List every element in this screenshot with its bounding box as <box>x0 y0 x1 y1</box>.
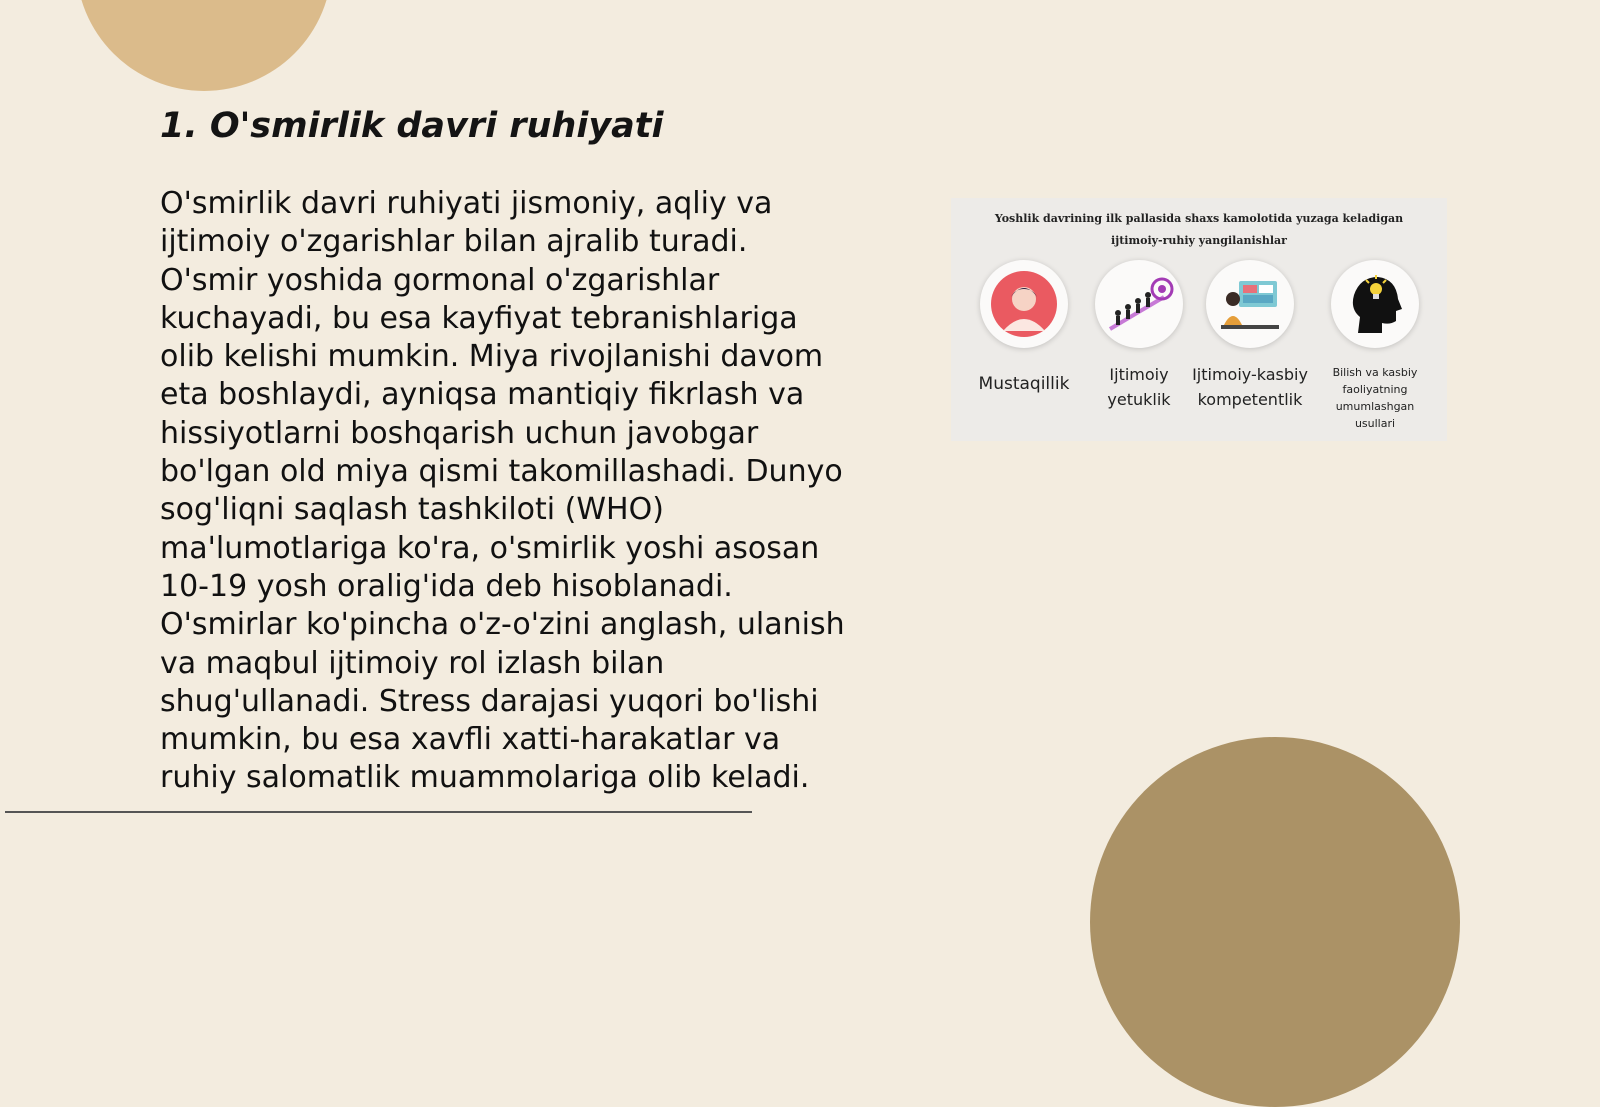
decorative-circle-top <box>76 0 332 91</box>
infographic-item-kompetentlik <box>1190 260 1310 412</box>
infographic-item-mustaqillik <box>964 260 1084 397</box>
slide-body-text: O'smirlik davri ruhiyati jismoniy, aqliy va ijtimoiy o'zgarishlar bilan ajralib turadi. O'smir yoshida gormonal o'zgarishlar kuchayadi, bu esa kayfiyat tebranishlariga olib kelishi mumkin. Miya rivojlanishi davom eta boshlaydi, ayniqsa mantiqiy fikrlash va hissiyotlarni boshqarish uchun javobgar bo'lgan old miya qismi takomillashadi. Dunyo sog'liqni saqlash tashkiloti (WHO) ma'lumotlariga ko'ra, o'smirlik yoshi asosan 10-19 yosh oralig'ida deb hisoblanadi. O'smirlar ko'pincha o'z-o'zini anglash, ulanish va maqbul ijtimoiy rol izlash bilan shug'ullanadi. Stress darajasi yuqori bo'lishi mumkin, bu esa xavfli xatti-harakatlar va ruhiy salomatlik muammolariga olib keladi. <box>160 186 845 796</box>
infographic-item-ijtimoiy-yetuklik <box>1079 260 1199 412</box>
divider-line <box>5 811 752 813</box>
infographic-label-line-2: yetuklik <box>1107 390 1171 409</box>
infographic-label-line-1: Ijtimoiy <box>1109 365 1169 384</box>
slide-title: 1. O'smirlik davri ruhiyati <box>160 106 664 146</box>
infographic-label <box>1079 362 1199 412</box>
infographic-heading-line-1: Yoshlik davrining ilk pallasida shaxs kamolotida yuzaga keladigan <box>994 212 1404 225</box>
infographic-label-line-3: umumlashgan usullari <box>1335 400 1415 430</box>
infographic-heading <box>951 208 1447 252</box>
infographic-image <box>951 198 1447 441</box>
head-lightbulb-icon <box>1331 260 1419 348</box>
infographic-label-line-2: faoliyatning <box>1342 383 1408 396</box>
infographic-label <box>1315 364 1435 432</box>
infographic-label-line-2: kompetentlik <box>1197 390 1303 409</box>
people-climbing-icon <box>1095 260 1183 348</box>
person-at-computer-icon <box>1206 260 1294 348</box>
person-avatar-icon <box>980 260 1068 348</box>
infographic-label <box>1190 362 1310 412</box>
infographic-label-line-1: Bilish va kasbiy <box>1332 366 1418 379</box>
infographic-item-bilish <box>1315 260 1435 432</box>
infographic-label: Mustaqillik <box>978 374 1070 394</box>
decorative-circle-bottom <box>1090 737 1460 1107</box>
infographic-heading-line-2: ijtimoiy-ruhiy yangilanishlar <box>1111 234 1287 247</box>
infographic-label-line-1: Ijtimoiy-kasbiy <box>1192 365 1308 384</box>
